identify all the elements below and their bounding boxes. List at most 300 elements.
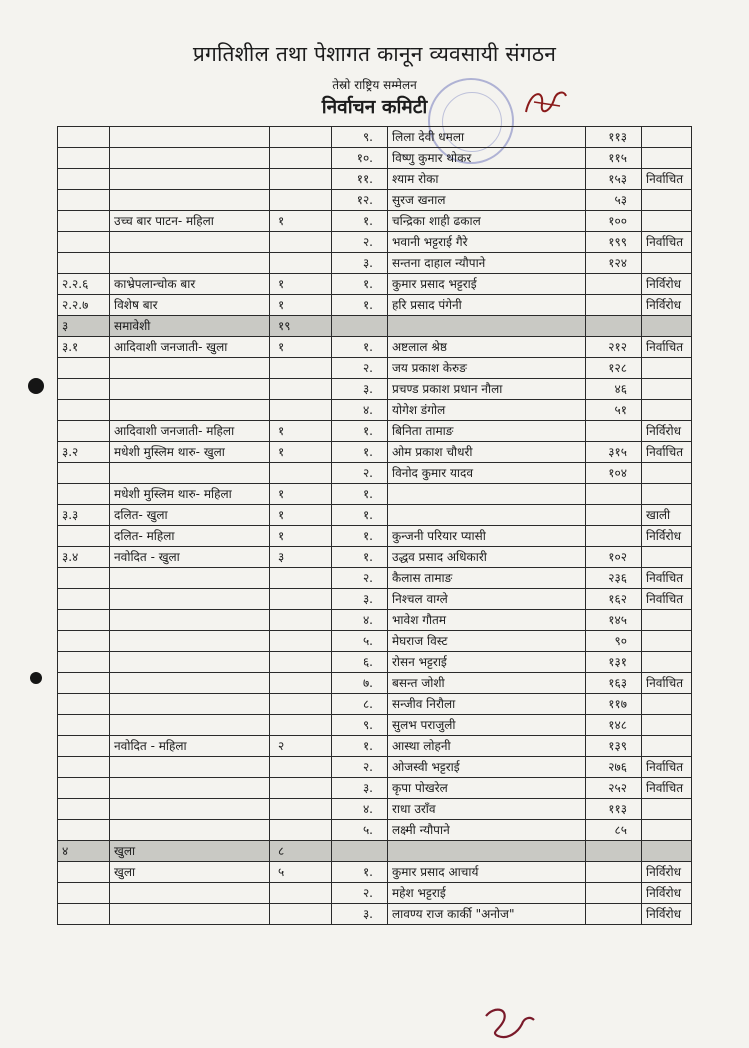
candidate-name-cell: अष्टलाल श्रेष्ठ	[388, 337, 586, 358]
votes-cell: १९९	[586, 232, 642, 253]
category-cell: दलित- खुला	[110, 505, 270, 526]
votes-cell	[586, 316, 642, 337]
page-title: प्रगतिशील तथा पेशागत कानून व्यवसायी संगठन	[192, 42, 557, 66]
table-row	[58, 379, 692, 400]
serial-cell: १.	[332, 736, 388, 757]
seat-count-cell	[270, 610, 332, 631]
result-cell	[642, 400, 692, 421]
seat-count-cell	[270, 757, 332, 778]
seat-count-cell: १९	[270, 316, 332, 337]
table-row	[58, 610, 692, 631]
votes-cell: ९०	[586, 631, 642, 652]
seat-count-cell: २	[270, 736, 332, 757]
category-cell	[110, 652, 270, 673]
table-row	[58, 526, 692, 547]
votes-cell	[586, 295, 642, 316]
committee-heading: निर्वाचन कमिटी	[321, 96, 428, 118]
candidate-name-cell	[388, 484, 586, 505]
seat-count-cell	[270, 148, 332, 169]
votes-cell: १६३	[586, 673, 642, 694]
category-cell: खुला	[110, 862, 270, 883]
candidate-name-cell: लिला देवी धमला	[388, 127, 586, 148]
table-row	[58, 652, 692, 673]
punch-hole-bottom	[30, 672, 42, 684]
result-cell	[642, 463, 692, 484]
seat-count-cell	[270, 883, 332, 904]
table-row	[58, 904, 692, 925]
section-number-cell	[58, 253, 110, 274]
section-number-cell: २.२.६	[58, 274, 110, 295]
votes-cell: १३९	[586, 736, 642, 757]
serial-cell: २.	[332, 568, 388, 589]
candidate-name-cell: विनोद कुमार यादव	[388, 463, 586, 484]
table-row	[58, 484, 692, 505]
section-number-cell	[58, 799, 110, 820]
result-cell	[642, 694, 692, 715]
table-row	[58, 316, 692, 337]
votes-cell: २१२	[586, 337, 642, 358]
section-number-cell	[58, 232, 110, 253]
section-number-cell	[58, 526, 110, 547]
table-row	[58, 778, 692, 799]
table-row	[58, 568, 692, 589]
result-cell: निर्वाचित	[642, 589, 692, 610]
seat-count-cell	[270, 589, 332, 610]
seat-count-cell: १	[270, 274, 332, 295]
candidate-name-cell: ओजस्वी भट्टराई	[388, 757, 586, 778]
category-cell	[110, 190, 270, 211]
table-row	[58, 694, 692, 715]
result-cell: निर्विरोध	[642, 274, 692, 295]
result-cell: निर्वाचित	[642, 673, 692, 694]
seat-count-cell	[270, 400, 332, 421]
result-cell	[642, 631, 692, 652]
result-cell	[642, 379, 692, 400]
category-cell	[110, 169, 270, 190]
seat-count-cell: ८	[270, 841, 332, 862]
serial-cell: १.	[332, 211, 388, 232]
section-number-cell	[58, 883, 110, 904]
candidate-name-cell	[388, 505, 586, 526]
category-cell: नवोदित - खुला	[110, 547, 270, 568]
table-row	[58, 862, 692, 883]
votes-cell: ५१	[586, 400, 642, 421]
section-number-cell	[58, 715, 110, 736]
table-row	[58, 631, 692, 652]
table-row	[58, 127, 692, 148]
table-row	[58, 673, 692, 694]
candidate-name-cell: लावण्य राज कार्की "अनोज"	[388, 904, 586, 925]
category-cell: उच्च बार पाटन- महिला	[110, 211, 270, 232]
section-number-cell: ३.२	[58, 442, 110, 463]
votes-cell: ११७	[586, 694, 642, 715]
votes-cell	[586, 505, 642, 526]
serial-cell: ११.	[332, 169, 388, 190]
seat-count-cell	[270, 253, 332, 274]
result-cell	[642, 652, 692, 673]
category-cell	[110, 568, 270, 589]
votes-cell: १२८	[586, 358, 642, 379]
category-cell	[110, 127, 270, 148]
table-row	[58, 211, 692, 232]
section-number-cell	[58, 379, 110, 400]
section-number-cell: ३.३	[58, 505, 110, 526]
serial-cell: २.	[332, 463, 388, 484]
result-cell	[642, 253, 692, 274]
serial-cell: १.	[332, 442, 388, 463]
votes-cell: १६२	[586, 589, 642, 610]
category-cell	[110, 358, 270, 379]
seat-count-cell: ५	[270, 862, 332, 883]
seat-count-cell: १	[270, 337, 332, 358]
table-row	[58, 442, 692, 463]
votes-cell: ४६	[586, 379, 642, 400]
candidate-name-cell	[388, 841, 586, 862]
votes-cell	[586, 526, 642, 547]
serial-cell: १.	[332, 484, 388, 505]
candidate-name-cell: विष्णु कुमार थोकर	[388, 148, 586, 169]
serial-cell: १०.	[332, 148, 388, 169]
page-subtitle: तेस्रो राष्ट्रिय सम्मेलन	[332, 78, 417, 92]
category-cell	[110, 820, 270, 841]
table-row	[58, 337, 692, 358]
result-cell	[642, 736, 692, 757]
result-cell	[642, 211, 692, 232]
table-row	[58, 736, 692, 757]
serial-cell: १२.	[332, 190, 388, 211]
serial-cell: २.	[332, 232, 388, 253]
section-number-cell	[58, 148, 110, 169]
serial-cell: १.	[332, 421, 388, 442]
votes-cell: १४५	[586, 610, 642, 631]
category-cell: मधेशी मुस्लिम थारु- खुला	[110, 442, 270, 463]
votes-cell	[586, 274, 642, 295]
candidate-name-cell: उद्धव प्रसाद अधिकारी	[388, 547, 586, 568]
votes-cell: ११३	[586, 799, 642, 820]
result-cell: निर्वाचित	[642, 778, 692, 799]
votes-cell: १००	[586, 211, 642, 232]
table-row	[58, 232, 692, 253]
votes-cell	[586, 904, 642, 925]
section-number-cell	[58, 862, 110, 883]
category-cell	[110, 778, 270, 799]
result-cell	[642, 127, 692, 148]
category-cell	[110, 883, 270, 904]
section-number-cell: २.२.७	[58, 295, 110, 316]
votes-cell: १०४	[586, 463, 642, 484]
category-cell	[110, 610, 270, 631]
seat-count-cell	[270, 673, 332, 694]
seat-count-cell: १	[270, 484, 332, 505]
category-cell: समावेशी	[110, 316, 270, 337]
result-cell	[642, 820, 692, 841]
candidate-name-cell: राधा उराँव	[388, 799, 586, 820]
seat-count-cell: १	[270, 295, 332, 316]
section-number-cell	[58, 673, 110, 694]
serial-cell: ३.	[332, 589, 388, 610]
serial-cell: ५.	[332, 631, 388, 652]
candidate-name-cell: भावेश गौतम	[388, 610, 586, 631]
serial-cell: १.	[332, 274, 388, 295]
votes-cell: १५३	[586, 169, 642, 190]
category-cell	[110, 589, 270, 610]
seat-count-cell	[270, 232, 332, 253]
candidate-name-cell: भवानी भट्टराई गैरे	[388, 232, 586, 253]
serial-cell: १.	[332, 862, 388, 883]
candidate-name-cell: चन्द्रिका शाही ढकाल	[388, 211, 586, 232]
candidate-name-cell: कुन्जनी परियार प्यासी	[388, 526, 586, 547]
result-cell: निर्विरोध	[642, 526, 692, 547]
candidate-name-cell: हरि प्रसाद पंगेनी	[388, 295, 586, 316]
table-row	[58, 148, 692, 169]
candidate-name-cell: कैलास तामाङ	[388, 568, 586, 589]
result-cell	[642, 484, 692, 505]
result-cell: निर्विरोध	[642, 883, 692, 904]
table-row	[58, 883, 692, 904]
section-number-cell	[58, 568, 110, 589]
table-row	[58, 757, 692, 778]
section-number-cell	[58, 631, 110, 652]
category-cell	[110, 253, 270, 274]
seat-count-cell: १	[270, 421, 332, 442]
serial-cell: ३.	[332, 379, 388, 400]
serial-cell: ३.	[332, 778, 388, 799]
section-number-cell	[58, 820, 110, 841]
table-row	[58, 421, 692, 442]
table-row	[58, 589, 692, 610]
category-cell: काभ्रेपलान्चोक बार	[110, 274, 270, 295]
section-number-cell: ४	[58, 841, 110, 862]
table-row	[58, 715, 692, 736]
candidate-name-cell: मेघराज विस्ट	[388, 631, 586, 652]
votes-cell: ११३	[586, 127, 642, 148]
serial-cell: ७.	[332, 673, 388, 694]
section-number-cell	[58, 190, 110, 211]
table-row	[58, 820, 692, 841]
category-cell	[110, 463, 270, 484]
section-number-cell	[58, 589, 110, 610]
seat-count-cell: ३	[270, 547, 332, 568]
category-cell	[110, 673, 270, 694]
candidate-name-cell: महेश भट्टराई	[388, 883, 586, 904]
candidate-name-cell: ओम प्रकाश चौधरी	[388, 442, 586, 463]
section-number-cell	[58, 169, 110, 190]
section-number-cell	[58, 421, 110, 442]
votes-cell	[586, 883, 642, 904]
section-number-cell	[58, 904, 110, 925]
seat-count-cell	[270, 799, 332, 820]
candidate-name-cell: कुमार प्रसाद आचार्य	[388, 862, 586, 883]
category-cell: आदिवाशी जनजाती- खुला	[110, 337, 270, 358]
section-number-cell	[58, 757, 110, 778]
candidate-name-cell: कुमार प्रसाद भट्टराई	[388, 274, 586, 295]
serial-cell: १.	[332, 526, 388, 547]
serial-cell: ३.	[332, 253, 388, 274]
table-row	[58, 547, 692, 568]
table-row	[58, 253, 692, 274]
table-row	[58, 169, 692, 190]
seat-count-cell	[270, 904, 332, 925]
category-cell	[110, 757, 270, 778]
seat-count-cell	[270, 169, 332, 190]
result-cell: निर्विरोध	[642, 421, 692, 442]
section-number-cell	[58, 358, 110, 379]
table-row	[58, 463, 692, 484]
section-number-cell	[58, 694, 110, 715]
candidate-name-cell: लक्ष्मी न्यौपाने	[388, 820, 586, 841]
result-cell	[642, 715, 692, 736]
table-row	[58, 799, 692, 820]
candidate-name-cell: कृपा पोखरेल	[388, 778, 586, 799]
result-cell: निर्विरोध	[642, 862, 692, 883]
category-cell: आदिवाशी जनजाती- महिला	[110, 421, 270, 442]
serial-cell: २.	[332, 757, 388, 778]
candidate-name-cell: सन्तना दाहाल न्यौपाने	[388, 253, 586, 274]
seat-count-cell: १	[270, 505, 332, 526]
seat-count-cell	[270, 715, 332, 736]
votes-cell: २७६	[586, 757, 642, 778]
seat-count-cell	[270, 631, 332, 652]
serial-cell: ८.	[332, 694, 388, 715]
serial-cell: ६.	[332, 652, 388, 673]
candidate-name-cell: सन्जीव निरौला	[388, 694, 586, 715]
votes-cell: ११५	[586, 148, 642, 169]
seat-count-cell	[270, 820, 332, 841]
result-cell: निर्वाचित	[642, 337, 692, 358]
result-cell: निर्वाचित	[642, 442, 692, 463]
votes-cell	[586, 862, 642, 883]
seat-count-cell	[270, 463, 332, 484]
table-row	[58, 841, 692, 862]
punch-hole-top	[28, 378, 44, 394]
candidate-name-cell: श्याम रोका	[388, 169, 586, 190]
candidate-name-cell: सुरज खनाल	[388, 190, 586, 211]
table-row	[58, 358, 692, 379]
serial-cell: ९.	[332, 715, 388, 736]
result-cell	[642, 316, 692, 337]
candidate-name-cell: बसन्त जोशी	[388, 673, 586, 694]
votes-cell: ३१५	[586, 442, 642, 463]
category-cell	[110, 400, 270, 421]
category-cell: नवोदित - महिला	[110, 736, 270, 757]
serial-cell: १.	[332, 505, 388, 526]
seat-count-cell: १	[270, 526, 332, 547]
table-row	[58, 505, 692, 526]
result-cell: निर्विरोध	[642, 904, 692, 925]
serial-cell	[332, 841, 388, 862]
result-cell: निर्विरोध	[642, 295, 692, 316]
result-cell	[642, 358, 692, 379]
candidate-name-cell	[388, 316, 586, 337]
section-number-cell: ३	[58, 316, 110, 337]
result-cell	[642, 799, 692, 820]
candidate-name-cell: रोसन भट्टराई	[388, 652, 586, 673]
category-cell	[110, 799, 270, 820]
category-cell	[110, 694, 270, 715]
seat-count-cell	[270, 127, 332, 148]
seat-count-cell	[270, 568, 332, 589]
votes-cell: १०२	[586, 547, 642, 568]
category-cell: दलित- महिला	[110, 526, 270, 547]
page-number-mark	[478, 1002, 538, 1044]
votes-cell	[586, 421, 642, 442]
seat-count-cell: १	[270, 211, 332, 232]
result-cell	[642, 610, 692, 631]
section-number-cell	[58, 652, 110, 673]
votes-cell: ८५	[586, 820, 642, 841]
seat-count-cell	[270, 379, 332, 400]
category-cell	[110, 379, 270, 400]
serial-cell	[332, 316, 388, 337]
serial-cell: १.	[332, 295, 388, 316]
category-cell: विशेष बार	[110, 295, 270, 316]
result-cell	[642, 190, 692, 211]
result-cell	[642, 547, 692, 568]
seat-count-cell	[270, 778, 332, 799]
section-number-cell: ३.४	[58, 547, 110, 568]
serial-cell: २.	[332, 358, 388, 379]
candidate-name-cell: प्रचण्ड प्रकाश प्रधान नौला	[388, 379, 586, 400]
seat-count-cell	[270, 190, 332, 211]
serial-cell: ९.	[332, 127, 388, 148]
serial-cell: ४.	[332, 400, 388, 421]
election-results-table	[57, 126, 692, 925]
section-number-cell	[58, 127, 110, 148]
result-cell	[642, 841, 692, 862]
table-row	[58, 274, 692, 295]
candidate-name-cell: सुलभ पराजुली	[388, 715, 586, 736]
seat-count-cell: १	[270, 442, 332, 463]
votes-cell: १२४	[586, 253, 642, 274]
category-cell	[110, 715, 270, 736]
section-number-cell	[58, 736, 110, 757]
section-number-cell: ३.१	[58, 337, 110, 358]
category-cell	[110, 232, 270, 253]
candidate-name-cell: जय प्रकाश केरुङ	[388, 358, 586, 379]
votes-cell: २३६	[586, 568, 642, 589]
category-cell: खुला	[110, 841, 270, 862]
section-number-cell	[58, 211, 110, 232]
result-cell: निर्वाचित	[642, 169, 692, 190]
category-cell	[110, 631, 270, 652]
candidate-name-cell: निश्चल वाग्ले	[388, 589, 586, 610]
serial-cell: ४.	[332, 610, 388, 631]
candidate-name-cell: योगेश डंगोल	[388, 400, 586, 421]
serial-cell: ४.	[332, 799, 388, 820]
result-cell: खाली	[642, 505, 692, 526]
serial-cell: १.	[332, 337, 388, 358]
result-cell	[642, 148, 692, 169]
section-number-cell	[58, 778, 110, 799]
section-number-cell	[58, 463, 110, 484]
candidate-name-cell: बिनिता तामाङ	[388, 421, 586, 442]
votes-cell	[586, 484, 642, 505]
signature-mark	[520, 82, 570, 122]
seat-count-cell	[270, 358, 332, 379]
category-cell	[110, 148, 270, 169]
category-cell: मधेशी मुस्लिम थारु- महिला	[110, 484, 270, 505]
candidate-name-cell: आस्था लोहनी	[388, 736, 586, 757]
seat-count-cell	[270, 694, 332, 715]
votes-cell: २५२	[586, 778, 642, 799]
section-number-cell	[58, 610, 110, 631]
result-cell: निर्वाचित	[642, 232, 692, 253]
votes-cell	[586, 841, 642, 862]
serial-cell: २.	[332, 883, 388, 904]
table-row	[58, 295, 692, 316]
section-number-cell	[58, 400, 110, 421]
section-number-cell	[58, 484, 110, 505]
